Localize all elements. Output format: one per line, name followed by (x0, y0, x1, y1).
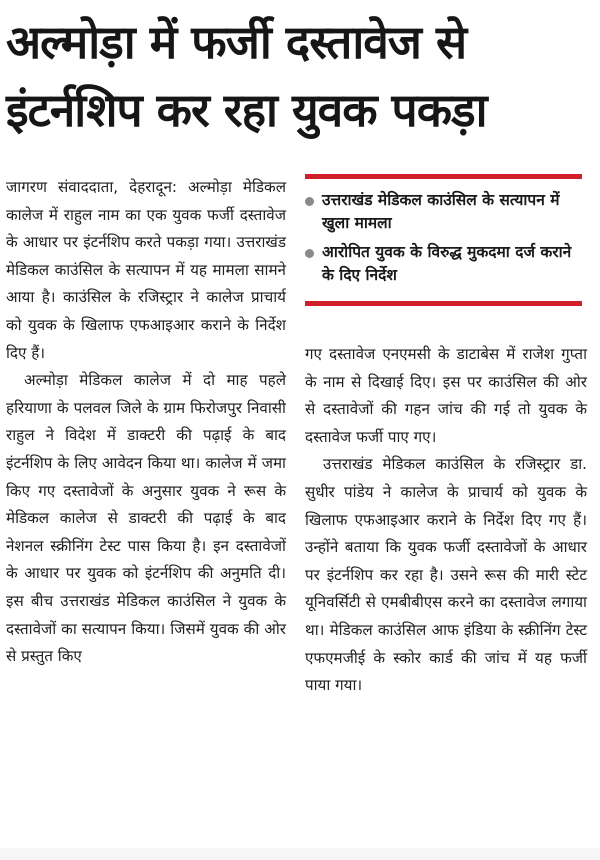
bullet-dot-icon (305, 249, 314, 258)
article-paragraph: जागरण संवाददाता, देहरादून: अल्मोड़ा मेडिकल कालेज में राहुल नाम का एक युवक फर्जी दस्तावेज के आधार पर इंटर्नशिप करते पकड़ा गया। उत्तराखंड मेडिकल काउंसिल के सत्यापन में यह मामला सामने आया है। काउंसिल के रजिस्ट्रार ने कालेज प्राचार्य को युवक के खिलाफ एफआइआर कराने के निर्देश दिए हैं। (6, 178, 286, 362)
article-paragraph: अल्मोड़ा मेडिकल कालेज में दो माह पहले हरियाणा के पलवल जिले के ग्राम फिरोजपुर निवासी राहुल ने विदेश में डाक्टरी की पढ़ाई के बाद इंटर्नशिप के लिए आवेदन किया था। कालेज में जमा किए गए दस्तावेजों के अनुसार युवक ने रूस के मेडिकल कालेज से डाक्टरी की पढ़ाई के बाद नेशनल स्क्रीनिंग टेस्ट पास किया है। इन दस्तावेजों के आधार पर युवक को इंटर्नशिप की अनुमति दी। इस बीच उत्तराखंड मेडिकल काउंसिल ने युवक के दस्तावेजों का सत्यापन किया। जिसमें युवक की ओर से प्रस्तुत किए (6, 371, 286, 666)
article-paragraph: उत्तराखंड मेडिकल काउंसिल के रजिस्ट्रार डा. सुधीर पांडेय ने कालेज के प्राचार्य को युवक के खिलाफ एफआइआर कराने के निर्देश दिए गए हैं। उन्होंने बताया कि युवक फर्जी दस्तावेजों के आधार पर इंटर्नशिप कर रहा है। उसने रूस की मारी स्टेट यूनिवर्सिटी से एमबीबीएस करने का दस्तावेज लगाया था। मेडिकल काउंसिल आफ इंडिया के स्क्रीनिंग टेस्ट एफएमजीई के स्कोर कार्ड की जांच में यह फर्जी पाया गया। (305, 455, 587, 695)
highlights-box (305, 174, 582, 306)
headline-line-2: इंटर्नशिप कर रहा युवक पकड़ा (6, 83, 487, 137)
highlight-text: उत्तराखंड मेडिकल काउंसिल के सत्यापन में खुला मामला (322, 191, 560, 232)
headline-line-1: अल्मोड़ा में फर्जी दस्तावेज से (6, 15, 467, 69)
highlight-text: आरोपित युवक के विरुद्ध मुकदमा दर्ज कराने के दिए निर्देश (322, 243, 572, 284)
page-bottom-edge (0, 848, 600, 860)
article-left-column (6, 174, 286, 671)
bullet-dot-icon (305, 197, 314, 206)
article-right-column (305, 341, 587, 700)
highlight-item (305, 189, 582, 235)
headline (6, 8, 596, 144)
highlight-item (305, 241, 582, 287)
highlights-bottom-rule (305, 301, 582, 306)
article-paragraph: गए दस्तावेज एनएमसी के डाटाबेस में राजेश गुप्ता के नाम से दिखाई दिए। इस पर काउंसिल की ओर से दस्तावेजों की गहन जांच की गई तो युवक के दस्तावेज फर्जी पाए गए। (305, 345, 587, 446)
highlights-list (305, 179, 582, 301)
